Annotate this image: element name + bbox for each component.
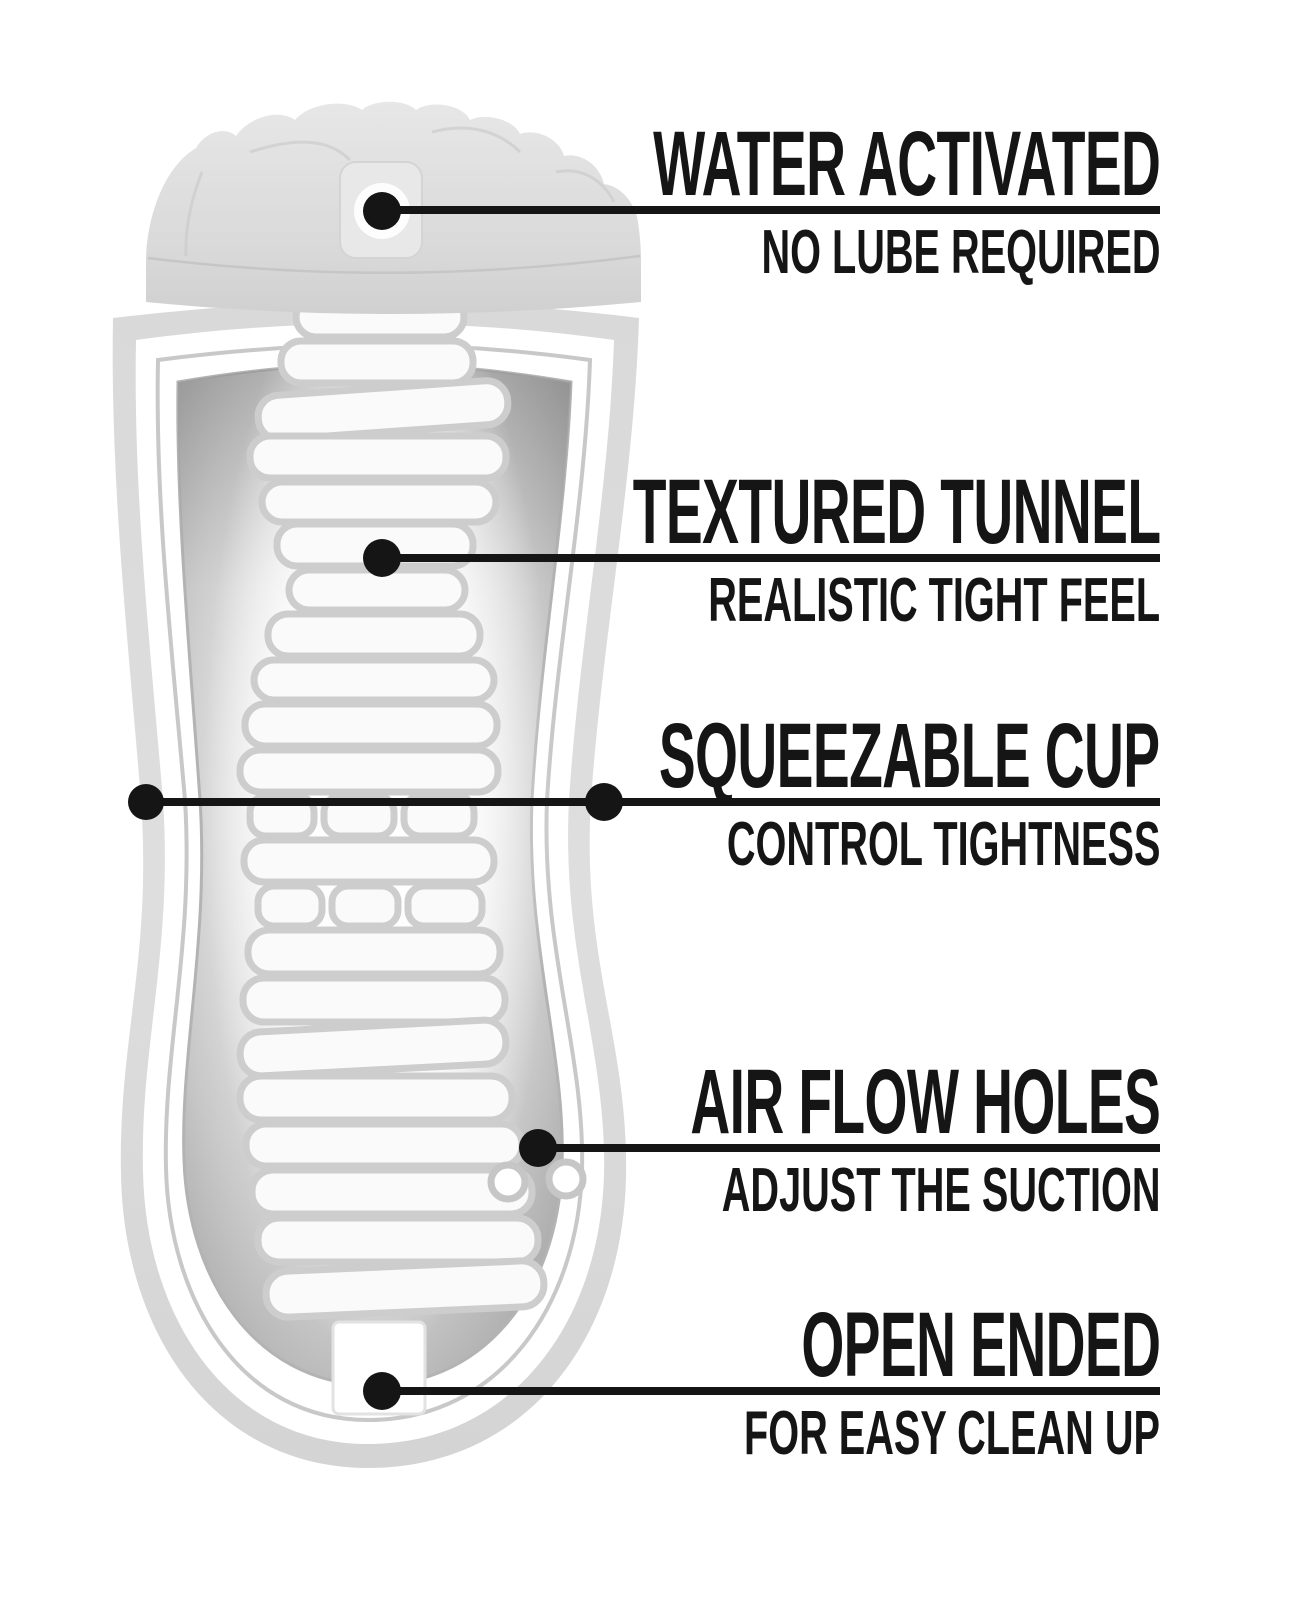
callout-title-text: OPEN ENDED bbox=[800, 1294, 1160, 1396]
callout-subtitle-air-flow-holes bbox=[475, 1156, 1160, 1225]
callout-subtitle-text: NO LUBE REQUIRED bbox=[760, 218, 1160, 287]
callout-title-text: WATER ACTIVATED bbox=[652, 113, 1160, 215]
callout-subtitle-water-activated bbox=[537, 218, 1160, 287]
callout-title-textured-tunnel bbox=[281, 461, 1160, 563]
callout-subtitle-text: REALISTIC TIGHT FEEL bbox=[708, 566, 1160, 635]
callout-title-air-flow-holes bbox=[377, 1051, 1160, 1153]
callout-title-squeezable-cup bbox=[325, 705, 1160, 807]
callout-subtitle-text: ADJUST THE SUCTION bbox=[721, 1156, 1160, 1225]
callout-subtitle-textured-tunnel bbox=[454, 566, 1160, 635]
point-dot-squeezable-cup-left bbox=[128, 784, 164, 820]
callout-title-text: SQUEEZABLE CUP bbox=[659, 705, 1160, 807]
callout-title-water-activated bbox=[315, 113, 1160, 215]
callout-subtitle-open-ended bbox=[510, 1399, 1160, 1468]
point-dot-open-ended bbox=[363, 1372, 401, 1410]
callout-subtitle-text: CONTROL TIGHTNESS bbox=[726, 810, 1160, 879]
callout-subtitle-text: FOR EASY CLEAN UP bbox=[744, 1399, 1160, 1468]
callout-title-text: TEXTURED TUNNEL bbox=[632, 461, 1160, 563]
callout-title-text: AIR FLOW HOLES bbox=[690, 1051, 1160, 1153]
callout-title-open-ended bbox=[562, 1294, 1160, 1396]
callout-subtitle-squeezable-cup bbox=[483, 810, 1160, 879]
